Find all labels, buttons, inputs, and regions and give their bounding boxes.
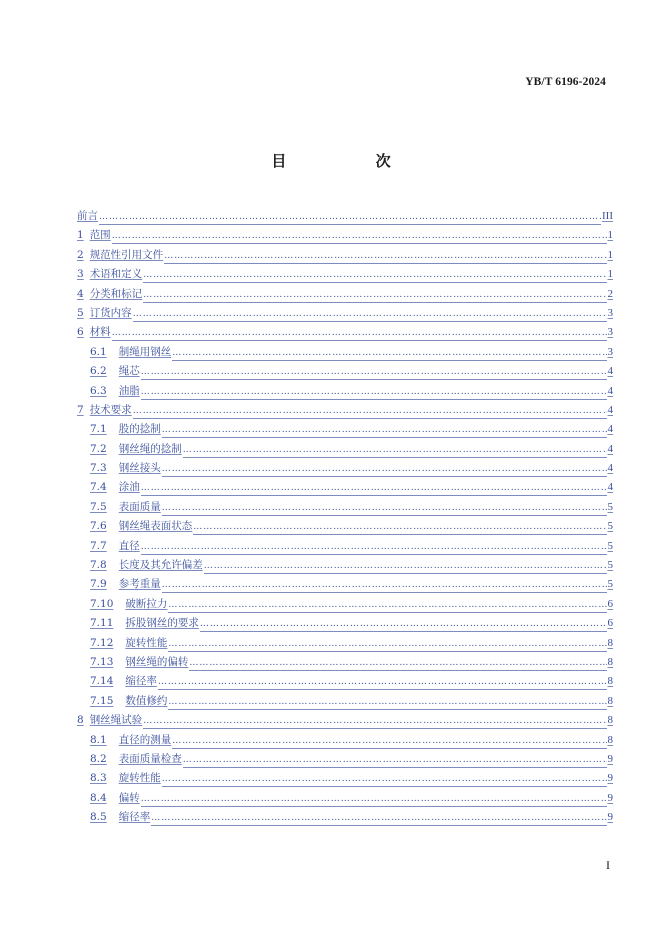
toc-leader-dots xyxy=(133,404,607,419)
toc-entry-title[interactable] xyxy=(90,634,167,653)
toc-entry-title[interactable] xyxy=(90,440,182,459)
toc-entry[interactable] xyxy=(77,285,613,304)
toc-entry-number: 3 xyxy=(77,268,84,281)
toc-entry-title[interactable] xyxy=(77,401,132,420)
toc-entry-label: 表面质量检查 xyxy=(118,752,182,765)
toc-entry-label: 直径 xyxy=(118,539,140,552)
toc-leader-dots xyxy=(112,326,607,341)
toc-entry[interactable] xyxy=(77,731,613,750)
toc-entry[interactable] xyxy=(77,401,613,420)
toc-entry[interactable] xyxy=(77,614,613,633)
toc-entry-label: 缩径率 xyxy=(125,675,157,688)
toc-entry-label: 制绳用钢丝 xyxy=(118,345,172,358)
toc-entry-page[interactable]: 5 xyxy=(607,520,613,533)
toc-entry-label: 表面质量 xyxy=(118,500,161,513)
toc-entry[interactable] xyxy=(77,420,613,439)
toc-entry-title[interactable] xyxy=(77,304,132,323)
toc-entry-label: 钢丝绳的偏转 xyxy=(125,655,189,668)
toc-entry-number: 7.11 xyxy=(90,617,114,630)
toc-entry-number: 2 xyxy=(77,248,84,261)
toc-entry-title[interactable] xyxy=(90,498,161,517)
toc-entry[interactable] xyxy=(77,556,613,575)
toc-entry-label: 前言 xyxy=(77,210,98,222)
toc-entry-label: 破断拉力 xyxy=(125,597,168,610)
toc-leader-dots xyxy=(162,462,607,477)
toc-entry-number: 8.3 xyxy=(90,772,107,785)
toc-leader-dots xyxy=(162,772,607,787)
toc-entry-page[interactable]: 8 xyxy=(607,694,613,707)
toc-entry-page[interactable]: 1 xyxy=(607,248,613,261)
toc-entry-title[interactable] xyxy=(90,537,140,556)
toc-entry-number: 5 xyxy=(77,306,84,319)
toc-leader-dots xyxy=(143,714,606,729)
toc-entry-number: 6.2 xyxy=(90,365,107,378)
toc-entry-page[interactable]: 8 xyxy=(607,655,613,668)
toc-entry-label: 技术要求 xyxy=(89,403,132,416)
toc-entry-page[interactable]: 9 xyxy=(607,811,613,824)
toc-entry-title[interactable] xyxy=(77,323,111,342)
toc-entry-page[interactable]: 4 xyxy=(607,481,613,494)
toc-leader-dots xyxy=(189,656,606,671)
toc-entry[interactable] xyxy=(77,750,613,769)
toc-entry-title[interactable] xyxy=(90,343,171,362)
toc-entry-label: 钢丝绳试验 xyxy=(89,714,143,727)
toc-leader-dots xyxy=(141,481,607,496)
toc-leader-dots xyxy=(143,288,606,303)
toc-entry-title[interactable] xyxy=(90,789,140,808)
toc-entry-page[interactable]: 6 xyxy=(607,617,613,630)
toc-entry-page[interactable]: 4 xyxy=(607,403,613,416)
toc-entry-page[interactable]: 1 xyxy=(607,268,613,281)
toc-entry-page[interactable]: 4 xyxy=(607,423,613,436)
page-title: 目 次 xyxy=(271,152,433,170)
toc-entry-number: 7.1 xyxy=(90,423,107,436)
toc-entry-number: 7.5 xyxy=(90,500,107,513)
toc-entry-number: 8.1 xyxy=(90,733,107,746)
toc-entry-number: 7 xyxy=(77,403,84,416)
toc-leader-dots xyxy=(162,423,607,438)
toc-leader-dots xyxy=(151,811,606,826)
toc-entry[interactable] xyxy=(77,265,613,284)
toc-entry-page[interactable]: 9 xyxy=(607,791,613,804)
toc-entry[interactable] xyxy=(77,207,613,226)
toc-entry-label: 油脂 xyxy=(118,384,140,397)
toc-entry-label: 参考重量 xyxy=(118,578,161,591)
toc-entry[interactable] xyxy=(77,672,613,691)
toc-entry-label: 分类和标记 xyxy=(89,287,143,300)
toc-entry[interactable] xyxy=(77,382,613,401)
toc-entry-page[interactable]: 3 xyxy=(607,345,613,358)
toc-entry-number: 7.15 xyxy=(90,694,114,707)
toc-leader-dots xyxy=(172,734,606,749)
toc-entry-label: 长度及其允许偏差 xyxy=(118,559,203,572)
toc-entry-page[interactable]: 5 xyxy=(607,500,613,513)
toc-entry-page[interactable]: 8 xyxy=(607,733,613,746)
toc-entry-label: 旋转性能 xyxy=(118,772,161,785)
toc-entry[interactable] xyxy=(77,575,613,594)
page-number: I xyxy=(606,858,610,872)
toc-entry-label: 材料 xyxy=(89,326,111,339)
table-of-contents xyxy=(77,207,613,828)
toc-entry-title[interactable] xyxy=(90,750,182,769)
toc-leader-dots xyxy=(168,695,606,710)
toc-entry-label: 直径的测量 xyxy=(118,733,172,746)
toc-leader-dots xyxy=(141,385,607,400)
toc-entry[interactable] xyxy=(77,440,613,459)
toc-entry[interactable] xyxy=(77,323,613,342)
toc-entry-label: 钢丝接头 xyxy=(118,462,161,475)
toc-entry-page[interactable]: 1 xyxy=(607,229,613,242)
toc-entry[interactable] xyxy=(77,537,613,556)
toc-entry-title[interactable] xyxy=(77,226,111,245)
toc-entry-number: 7.9 xyxy=(90,578,107,591)
toc-entry-label: 涂油 xyxy=(118,481,140,494)
toc-leader-dots xyxy=(99,210,601,225)
toc-leader-dots xyxy=(162,501,607,516)
toc-leader-dots xyxy=(133,307,607,322)
toc-entry-title[interactable] xyxy=(90,459,161,478)
toc-entry-label: 拆股钢丝的要求 xyxy=(125,617,199,630)
toc-entry-title[interactable] xyxy=(90,614,199,633)
toc-leader-dots xyxy=(200,617,607,632)
toc-entry-title[interactable] xyxy=(77,265,142,284)
toc-entry[interactable] xyxy=(77,478,613,497)
toc-leader-dots xyxy=(162,578,607,593)
toc-entry-title[interactable] xyxy=(90,769,161,788)
toc-entry[interactable] xyxy=(77,692,613,711)
toc-entry[interactable] xyxy=(77,808,613,827)
toc-entry-number: 7.4 xyxy=(90,481,107,494)
toc-entry-label: 缩径率 xyxy=(118,811,151,824)
toc-entry[interactable] xyxy=(77,789,613,808)
toc-entry-page[interactable]: 4 xyxy=(607,365,613,378)
toc-leader-dots xyxy=(164,249,606,264)
toc-entry-label: 钢丝绳的捻制 xyxy=(118,442,182,455)
toc-entry-number: 8.5 xyxy=(90,811,107,824)
toc-entry[interactable] xyxy=(77,226,613,245)
toc-entry[interactable] xyxy=(77,304,613,323)
toc-leader-dots xyxy=(143,268,606,283)
toc-entry-number: 6.3 xyxy=(90,384,107,397)
toc-entry[interactable] xyxy=(77,595,613,614)
toc-entry-page[interactable]: 3 xyxy=(607,326,613,339)
toc-entry-page[interactable]: 8 xyxy=(607,714,613,727)
toc-entry-label: 术语和定义 xyxy=(89,268,143,281)
toc-entry[interactable] xyxy=(77,459,613,478)
toc-entry-title[interactable] xyxy=(90,517,192,536)
toc-entry[interactable] xyxy=(77,653,613,672)
toc-entry-title[interactable] xyxy=(90,575,161,594)
toc-entry-label: 范围 xyxy=(89,229,111,242)
toc-entry[interactable] xyxy=(77,634,613,653)
toc-entry[interactable] xyxy=(77,362,613,381)
toc-entry-number: 7.12 xyxy=(90,636,114,649)
toc-entry-number: 7.10 xyxy=(90,597,114,610)
toc-entry-number: 6.1 xyxy=(90,345,107,358)
toc-entry-title[interactable] xyxy=(77,711,142,730)
toc-leader-dots xyxy=(183,753,607,768)
toc-leader-dots xyxy=(172,346,606,361)
toc-entry-number: 1 xyxy=(77,229,84,242)
standard-code: YB/T 6196-2024 xyxy=(525,76,606,88)
toc-entry-title[interactable] xyxy=(90,595,167,614)
toc-leader-dots xyxy=(168,637,606,652)
toc-entry-title[interactable] xyxy=(90,692,167,711)
toc-entry-title[interactable] xyxy=(90,420,161,439)
toc-entry[interactable] xyxy=(77,343,613,362)
toc-entry-page[interactable]: 9 xyxy=(607,752,613,765)
toc-entry[interactable] xyxy=(77,517,613,536)
toc-leader-dots xyxy=(193,520,606,535)
toc-entry-number: 7.6 xyxy=(90,520,107,533)
toc-entry-page[interactable]: 3 xyxy=(607,306,613,319)
toc-entry-page[interactable]: 8 xyxy=(607,636,613,649)
toc-entry-number: 8 xyxy=(77,714,84,727)
toc-entry-number: 7.2 xyxy=(90,442,107,455)
toc-entry-page[interactable]: 5 xyxy=(607,578,613,591)
toc-entry-page[interactable]: 5 xyxy=(607,539,613,552)
toc-entry-page[interactable]: 4 xyxy=(607,384,613,397)
toc-leader-dots xyxy=(141,792,607,807)
toc-entry-title[interactable] xyxy=(90,731,171,750)
toc-entry-page[interactable]: 8 xyxy=(607,675,613,688)
toc-entry-title[interactable] xyxy=(90,382,140,401)
toc-entry-title[interactable] xyxy=(77,246,163,265)
toc-entry-title[interactable] xyxy=(90,808,150,827)
toc-entry-title[interactable] xyxy=(77,285,142,304)
toc-entry[interactable] xyxy=(77,769,613,788)
toc-leader-dots xyxy=(204,559,607,574)
toc-leader-dots xyxy=(168,598,606,613)
toc-entry[interactable] xyxy=(77,246,613,265)
toc-entry-title[interactable] xyxy=(77,207,98,226)
toc-entry-label: 旋转性能 xyxy=(125,636,168,649)
toc-entry-title[interactable] xyxy=(90,672,157,691)
toc-entry-number: 7.3 xyxy=(90,462,107,475)
toc-entry-page[interactable]: 2 xyxy=(607,287,613,300)
toc-entry-title[interactable] xyxy=(90,478,140,497)
toc-entry-number: 8.2 xyxy=(90,752,107,765)
toc-entry-label: 规范性引用文件 xyxy=(89,248,164,261)
toc-entry-page[interactable]: 5 xyxy=(607,559,613,572)
toc-entry-number: 7.14 xyxy=(90,675,114,688)
toc-entry-title[interactable] xyxy=(90,556,203,575)
toc-entry-number: 8.4 xyxy=(90,791,107,804)
toc-entry-title[interactable] xyxy=(90,653,188,672)
toc-entry-label: 偏转 xyxy=(118,791,140,804)
toc-entry-number: 4 xyxy=(77,287,84,300)
toc-entry[interactable] xyxy=(77,711,613,730)
toc-leader-dots xyxy=(141,540,607,555)
toc-entry-page[interactable]: 9 xyxy=(607,772,613,785)
toc-entry-label: 数值修约 xyxy=(125,694,168,707)
toc-entry-number: 7.7 xyxy=(90,539,107,552)
toc-leader-dots xyxy=(112,229,607,244)
toc-entry-number: 7.13 xyxy=(90,655,114,668)
toc-leader-dots xyxy=(141,365,607,380)
toc-leader-dots xyxy=(158,675,607,690)
toc-entry[interactable] xyxy=(77,498,613,517)
toc-entry-title[interactable] xyxy=(90,362,140,381)
toc-entry-page[interactable]: III xyxy=(602,210,613,222)
toc-entry-label: 订货内容 xyxy=(89,306,132,319)
toc-entry-number: 6 xyxy=(77,326,84,339)
toc-entry-page[interactable]: 4 xyxy=(607,462,613,475)
toc-entry-page[interactable]: 4 xyxy=(607,442,613,455)
toc-entry-label: 绳芯 xyxy=(118,365,140,378)
toc-leader-dots xyxy=(183,443,607,458)
toc-entry-label: 钢丝绳表面状态 xyxy=(118,520,193,533)
toc-entry-number: 7.8 xyxy=(90,559,107,572)
toc-entry-label: 股的捻制 xyxy=(118,423,161,436)
toc-entry-page[interactable]: 6 xyxy=(607,597,613,610)
